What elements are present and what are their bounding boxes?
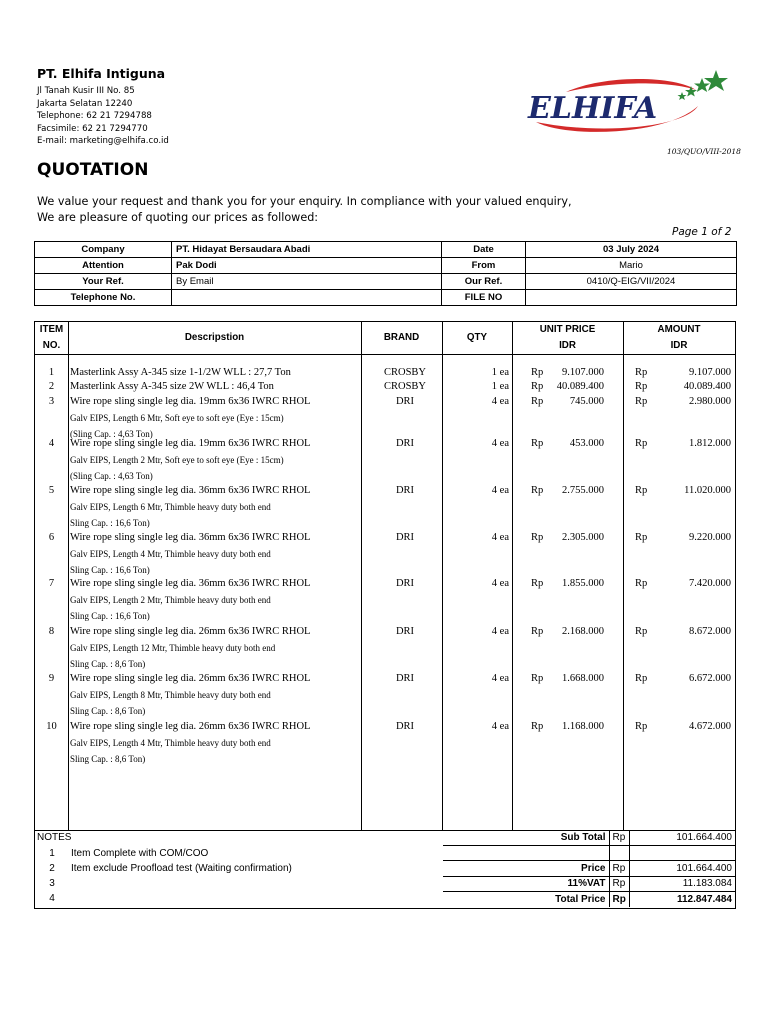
item-brand: DRI [395, 673, 415, 684]
amount-currency: Rp [635, 626, 648, 637]
column-divider [623, 322, 624, 830]
unit-price-currency: Rp [531, 396, 544, 407]
item-unit-price: 2.755.000 [562, 485, 604, 496]
unit-price-currency: Rp [531, 485, 544, 496]
item-qty: 4 ea [491, 396, 509, 407]
item-unit-price: 40.089.400 [556, 381, 604, 392]
date-value: 03 July 2024 [526, 242, 737, 258]
item-description-detail: Galv EIPS, Length 2 Mtr, Thimble heavy duty both end [70, 594, 271, 605]
item-description-detail: Galv EIPS, Length 8 Mtr, Thimble heavy duty both end [70, 689, 271, 700]
item-number: 8 [48, 626, 55, 637]
item-number: 3 [48, 396, 55, 407]
your-ref-label: Your Ref. [35, 274, 172, 290]
from-value: Mario [526, 258, 737, 274]
logo-text: ELHIFA [528, 91, 658, 126]
unit-price-currency: Rp [531, 381, 544, 392]
item-description: Masterlink Assy A-345 size 2W WLL : 46,4 Ton [70, 381, 274, 392]
item-amount: 9.107.000 [689, 367, 731, 378]
total-label: Total Price [443, 892, 609, 907]
amount-currency: Rp [635, 485, 648, 496]
item-description: Wire rope sling single leg dia. 36mm 6x36 IWRC RHOL [70, 485, 311, 496]
item-brand: DRI [395, 532, 415, 543]
item-qty: 4 ea [491, 626, 509, 637]
unit-price-currency: Rp [531, 532, 544, 543]
item-amount: 6.672.000 [689, 673, 731, 684]
item-number: 5 [48, 485, 55, 496]
your-ref-value: By Email [172, 274, 442, 290]
item-number: 9 [48, 673, 55, 684]
company-block [37, 66, 169, 148]
item-sling-capacity: (Sling Cap. : 4,63 Ton) [70, 471, 153, 481]
item-amount: 40.089.400 [683, 381, 731, 392]
note-text: Item Complete with COM/COO [71, 848, 209, 859]
amount-currency: Rp [635, 367, 648, 378]
unit-price-currency: Rp [531, 367, 544, 378]
blank-value [629, 845, 735, 861]
item-number: 2 [48, 381, 55, 392]
unit-price-currency: Rp [531, 438, 544, 449]
amount-currency: Rp [635, 532, 648, 543]
item-sling-capacity: Sling Cap. : 16,6 Ton) [70, 565, 150, 575]
unit-price-currency: Rp [531, 721, 544, 732]
item-amount: 4.672.000 [689, 721, 731, 732]
notes-section [34, 830, 736, 909]
item-brand: DRI [395, 438, 415, 449]
blank-row [443, 845, 735, 861]
item-description-detail: Galv EIPS, Length 6 Mtr, Soft eye to soft eye (Eye : 15cm) [70, 412, 284, 423]
column-divider [68, 322, 69, 830]
item-amount: 9.220.000 [689, 532, 731, 543]
item-number: 10 [46, 721, 57, 732]
company-label: Company [35, 242, 172, 258]
item-brand: DRI [395, 721, 415, 732]
item-sling-capacity: Sling Cap. : 16,6 Ton) [70, 611, 150, 621]
company-address-1: Jl Tanah Kusir III No. 85 [37, 86, 135, 96]
amount-currency: Rp [635, 438, 648, 449]
blank-currency [609, 845, 629, 861]
item-no-header [35, 322, 68, 354]
company-email: E-mail: marketing@elhifa.co.id [37, 136, 169, 147]
unit-price-currency: Rp [531, 673, 544, 684]
company-telephone: Telephone: 62 21 7294788 [37, 111, 152, 122]
header-divider [35, 354, 735, 355]
unit-price-header [512, 322, 623, 354]
item-amount: 1.812.000 [689, 438, 731, 449]
star-icon [685, 86, 697, 97]
item-no-header-line1: ITEM [39, 324, 64, 335]
brand-header: BRAND [383, 332, 420, 343]
item-qty: 1 ea [491, 381, 509, 392]
item-qty: 4 ea [491, 578, 509, 589]
note-number: 2 [49, 863, 55, 874]
item-qty: 4 ea [491, 438, 509, 449]
price-value: 101.664.400 [629, 861, 735, 877]
amount-currency: Rp [635, 578, 648, 589]
telephone-value [172, 290, 442, 306]
total-currency: Rp [609, 892, 629, 907]
file-no-label: FILE NO [442, 290, 526, 306]
star-icon [678, 92, 687, 100]
item-brand: DRI [395, 485, 415, 496]
from-label: From [442, 258, 526, 274]
amount-header-line1: AMOUNT [657, 324, 701, 335]
company-name: PT. Elhifa Intiguna [37, 66, 166, 81]
item-description-detail: Galv EIPS, Length 2 Mtr, Soft eye to soft eye (Eye : 15cm) [70, 454, 284, 465]
item-unit-price: 745.000 [569, 396, 604, 407]
item-qty: 4 ea [491, 532, 509, 543]
item-description: Wire rope sling single leg dia. 36mm 6x36 IWRC RHOL [70, 578, 311, 589]
item-amount: 7.420.000 [689, 578, 731, 589]
item-sling-capacity: (Sling Cap. : 4,63 Ton) [70, 429, 153, 439]
page-number: Page 1 of 2 [672, 226, 732, 238]
price-currency: Rp [609, 861, 629, 877]
item-description: Wire rope sling single leg dia. 26mm 6x36 IWRC RHOL [70, 721, 311, 732]
amount-currency: Rp [635, 673, 648, 684]
item-description: Wire rope sling single leg dia. 19mm 6x36 IWRC RHOL [70, 438, 311, 449]
subtotal-currency: Rp [609, 830, 629, 845]
date-label: Date [442, 242, 526, 258]
vat-row [443, 876, 735, 892]
item-unit-price: 1.668.000 [562, 673, 604, 684]
vat-currency: Rp [609, 876, 629, 892]
item-brand: DRI [395, 396, 415, 407]
subtotal-row [443, 830, 735, 845]
item-description-detail: Galv EIPS, Length 6 Mtr, Thimble heavy duty both end [70, 501, 271, 512]
reference-number: 103/QUO/VIII-2018 [667, 147, 741, 156]
amount-currency: Rp [635, 721, 648, 732]
our-ref-label: Our Ref. [442, 274, 526, 290]
item-sling-capacity: Sling Cap. : 8,6 Ton) [70, 754, 146, 764]
description-header: Descripstion [184, 332, 245, 343]
item-brand: CROSBY [383, 381, 426, 392]
amount-header [623, 322, 735, 354]
intro-line-1: We value your request and thank you for your enquiry. In compliance with your valued enquiry, [37, 195, 572, 208]
item-amount: 8.672.000 [689, 626, 731, 637]
item-description: Wire rope sling single leg dia. 19mm 6x36 IWRC RHOL [70, 396, 311, 407]
item-number: 6 [48, 532, 55, 543]
item-unit-price: 2.168.000 [562, 626, 604, 637]
telephone-label: Telephone No. [35, 290, 172, 306]
item-description: Masterlink Assy A-345 size 1-1/2W WLL : 27,7 Ton [70, 367, 291, 378]
item-amount: 11.020.000 [684, 485, 731, 496]
item-description: Wire rope sling single leg dia. 36mm 6x36 IWRC RHOL [70, 532, 311, 543]
column-divider [512, 322, 513, 830]
item-description-detail: Galv EIPS, Length 12 Mtr, Thimble heavy duty both end [70, 642, 276, 653]
star-icon [704, 70, 728, 91]
subtotal-value: 101.664.400 [676, 831, 732, 843]
subtotal-label: Sub Total [443, 830, 609, 845]
note-number: 1 [49, 848, 55, 859]
total-row [443, 892, 735, 907]
header-info-table [34, 241, 737, 306]
item-description-detail: Galv EIPS, Length 4 Mtr, Thimble heavy duty both end [70, 548, 271, 559]
amount-currency: Rp [635, 396, 648, 407]
items-table [34, 321, 736, 831]
intro-text [37, 194, 572, 226]
unit-price-header-line2: IDR [559, 340, 576, 351]
item-sling-capacity: Sling Cap. : 8,6 Ton) [70, 659, 146, 669]
total-value: 112.847.484 [629, 892, 735, 907]
item-description-detail: Galv EIPS, Length 4 Mtr, Thimble heavy duty both end [70, 737, 271, 748]
item-no-header-line2: NO. [42, 340, 61, 351]
company-facsimile: Facsimile: 62 21 7294770 [37, 123, 148, 134]
intro-line-2: We are pleasure of quoting our prices as followed: [37, 211, 319, 224]
item-amount: 2.980.000 [689, 396, 731, 407]
note-number: 3 [49, 878, 55, 889]
item-description: Wire rope sling single leg dia. 26mm 6x36 IWRC RHOL [70, 626, 311, 637]
note-number: 4 [49, 893, 55, 904]
item-brand: CROSBY [383, 367, 426, 378]
item-unit-price: 453.000 [569, 438, 604, 449]
notes-title: NOTES [37, 832, 72, 843]
price-label: Price [443, 861, 609, 877]
price-row [443, 861, 735, 877]
company-address-2: Jakarta Selatan 12240 [37, 98, 133, 109]
item-number: 1 [48, 367, 55, 378]
item-unit-price: 2.305.000 [562, 532, 604, 543]
amount-currency: Rp [635, 381, 648, 392]
item-unit-price: 1.855.000 [562, 578, 604, 589]
vat-label: 11%VAT [443, 876, 609, 892]
totals-table [443, 830, 735, 907]
item-sling-capacity: Sling Cap. : 8,6 Ton) [70, 706, 146, 716]
item-qty: 4 ea [491, 721, 509, 732]
file-no-value [526, 290, 737, 306]
attention-value: Pak Dodi [172, 258, 442, 274]
item-number: 4 [48, 438, 55, 449]
qty-header: QTY [466, 332, 488, 343]
item-unit-price: 9.107.000 [562, 367, 604, 378]
item-description: Wire rope sling single leg dia. 26mm 6x36 IWRC RHOL [70, 673, 311, 684]
item-qty: 4 ea [491, 673, 509, 684]
item-qty: 1 ea [491, 367, 509, 378]
page-title: QUOTATION [37, 160, 149, 180]
blank-label [443, 845, 609, 861]
item-brand: DRI [395, 578, 415, 589]
item-sling-capacity: Sling Cap. : 16,6 Ton) [70, 518, 150, 528]
unit-price-currency: Rp [531, 626, 544, 637]
unit-price-header-line1: UNIT PRICE [539, 324, 596, 335]
amount-header-line2: IDR [670, 340, 688, 351]
vat-value: 11.183.084 [629, 876, 735, 892]
item-unit-price: 1.168.000 [562, 721, 604, 732]
elhifa-logo [526, 70, 736, 136]
item-qty: 4 ea [491, 485, 509, 496]
item-brand: DRI [395, 626, 415, 637]
company-value: PT. Hidayat Bersaudara Abadi [172, 242, 442, 258]
unit-price-currency: Rp [531, 578, 544, 589]
attention-label: Attention [35, 258, 172, 274]
note-text: Item exclude Proofload test (Waiting confirmation) [71, 863, 292, 874]
our-ref-value: 0410/Q-EIG/VII/2024 [526, 274, 737, 290]
item-number: 7 [48, 578, 55, 589]
